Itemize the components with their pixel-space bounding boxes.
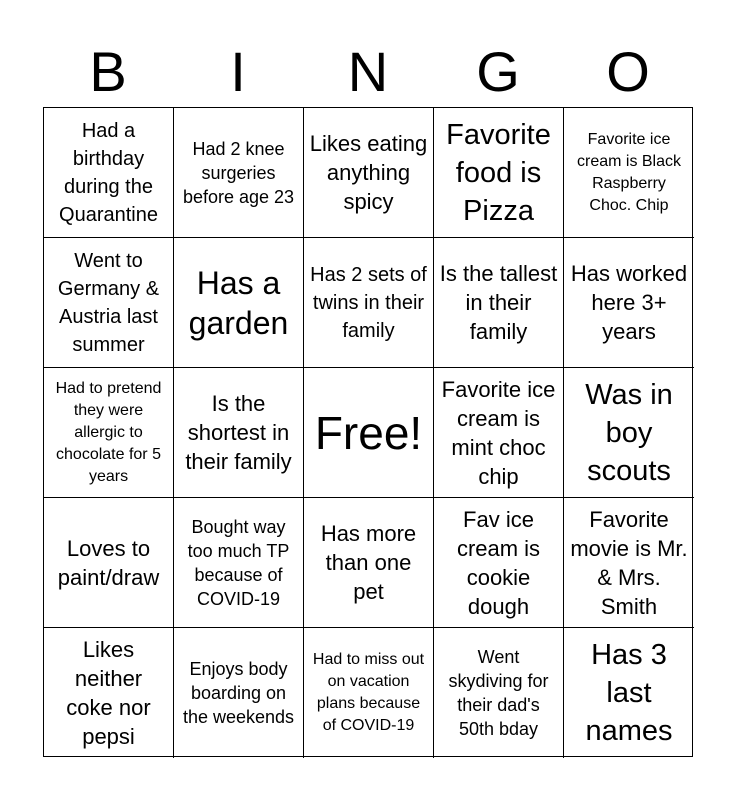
bingo-cell[interactable] (304, 498, 434, 628)
bingo-cell[interactable] (564, 498, 694, 628)
bingo-cell[interactable] (434, 368, 564, 498)
free-space-text: Free! (314, 406, 423, 459)
bingo-cell[interactable] (304, 628, 434, 758)
cell-text: Has more than one pet (320, 521, 417, 604)
bingo-cell[interactable] (174, 368, 304, 498)
bingo-cell[interactable] (434, 628, 564, 758)
cell-text: Favorite movie is Mr. & Mrs. Smith (570, 506, 688, 619)
header-letter-i: I (230, 40, 246, 103)
bingo-cell[interactable] (434, 238, 564, 368)
header-letter-n: N (347, 40, 389, 103)
bingo-cell[interactable] (434, 498, 564, 628)
bingo-cell[interactable] (564, 628, 694, 758)
bingo-cell[interactable] (174, 498, 304, 628)
cell-text: Was in boy scouts (585, 378, 673, 487)
cell-text: Has worked here 3+ years (570, 261, 688, 344)
cell-text: Favorite ice cream is mint choc chip (441, 376, 556, 489)
cell-text: Went skydiving for their dad's 50th bday (448, 647, 549, 739)
bingo-cell[interactable] (434, 108, 564, 238)
cell-text: Enjoys body boarding on the weekends (182, 659, 295, 727)
bingo-cell[interactable] (564, 108, 694, 238)
header-letter-b: B (89, 40, 127, 103)
bingo-cell[interactable] (44, 108, 174, 238)
bingo-cell[interactable] (174, 108, 304, 238)
cell-text: Had a birthday during the Quarantine (59, 119, 158, 226)
cell-text: Has 2 sets of twins in their family (310, 263, 427, 342)
bingo-cell[interactable] (564, 238, 694, 368)
bingo-cell[interactable] (44, 498, 174, 628)
bingo-cell[interactable] (304, 108, 434, 238)
bingo-cell[interactable] (174, 628, 304, 758)
cell-text: Bought way too much TP because of COVID-19 (187, 516, 290, 609)
cell-text: Had to miss out on vacation plans because of COVID-19 (312, 651, 425, 734)
bingo-cell[interactable] (44, 238, 174, 368)
free-space-cell[interactable] (304, 368, 434, 498)
cell-text: Favorite food is Pizza (446, 118, 551, 227)
cell-text: Had 2 knee surgeries before age 23 (182, 138, 295, 207)
bingo-cell[interactable] (44, 628, 174, 758)
cell-text: Fav ice cream is cookie dough (456, 506, 541, 619)
bingo-cell[interactable] (174, 238, 304, 368)
cell-text: Went to Germany & Austria last summer (57, 249, 160, 356)
cell-text: Is the shortest in their family (185, 391, 292, 474)
header-letter-o: O (606, 40, 650, 103)
cell-text: Likes eating anything spicy (309, 131, 428, 214)
cell-text: Likes neither coke nor pepsi (66, 637, 151, 749)
bingo-header (43, 38, 693, 106)
bingo-board (43, 107, 693, 757)
header-letter-g: G (476, 40, 520, 103)
bingo-cell[interactable] (44, 368, 174, 498)
cell-text: Favorite ice cream is Black Raspberry Choc. Chip (576, 130, 682, 214)
cell-text: Has 3 last names (585, 639, 673, 747)
cell-text: Had to pretend they were allergic to chocolate for 5 years (55, 379, 162, 485)
cell-text: Has a garden (188, 264, 289, 341)
cell-text: Is the tallest in their family (439, 261, 558, 344)
cell-text: Loves to paint/draw (57, 535, 160, 590)
bingo-cell[interactable] (564, 368, 694, 498)
bingo-cell[interactable] (304, 238, 434, 368)
